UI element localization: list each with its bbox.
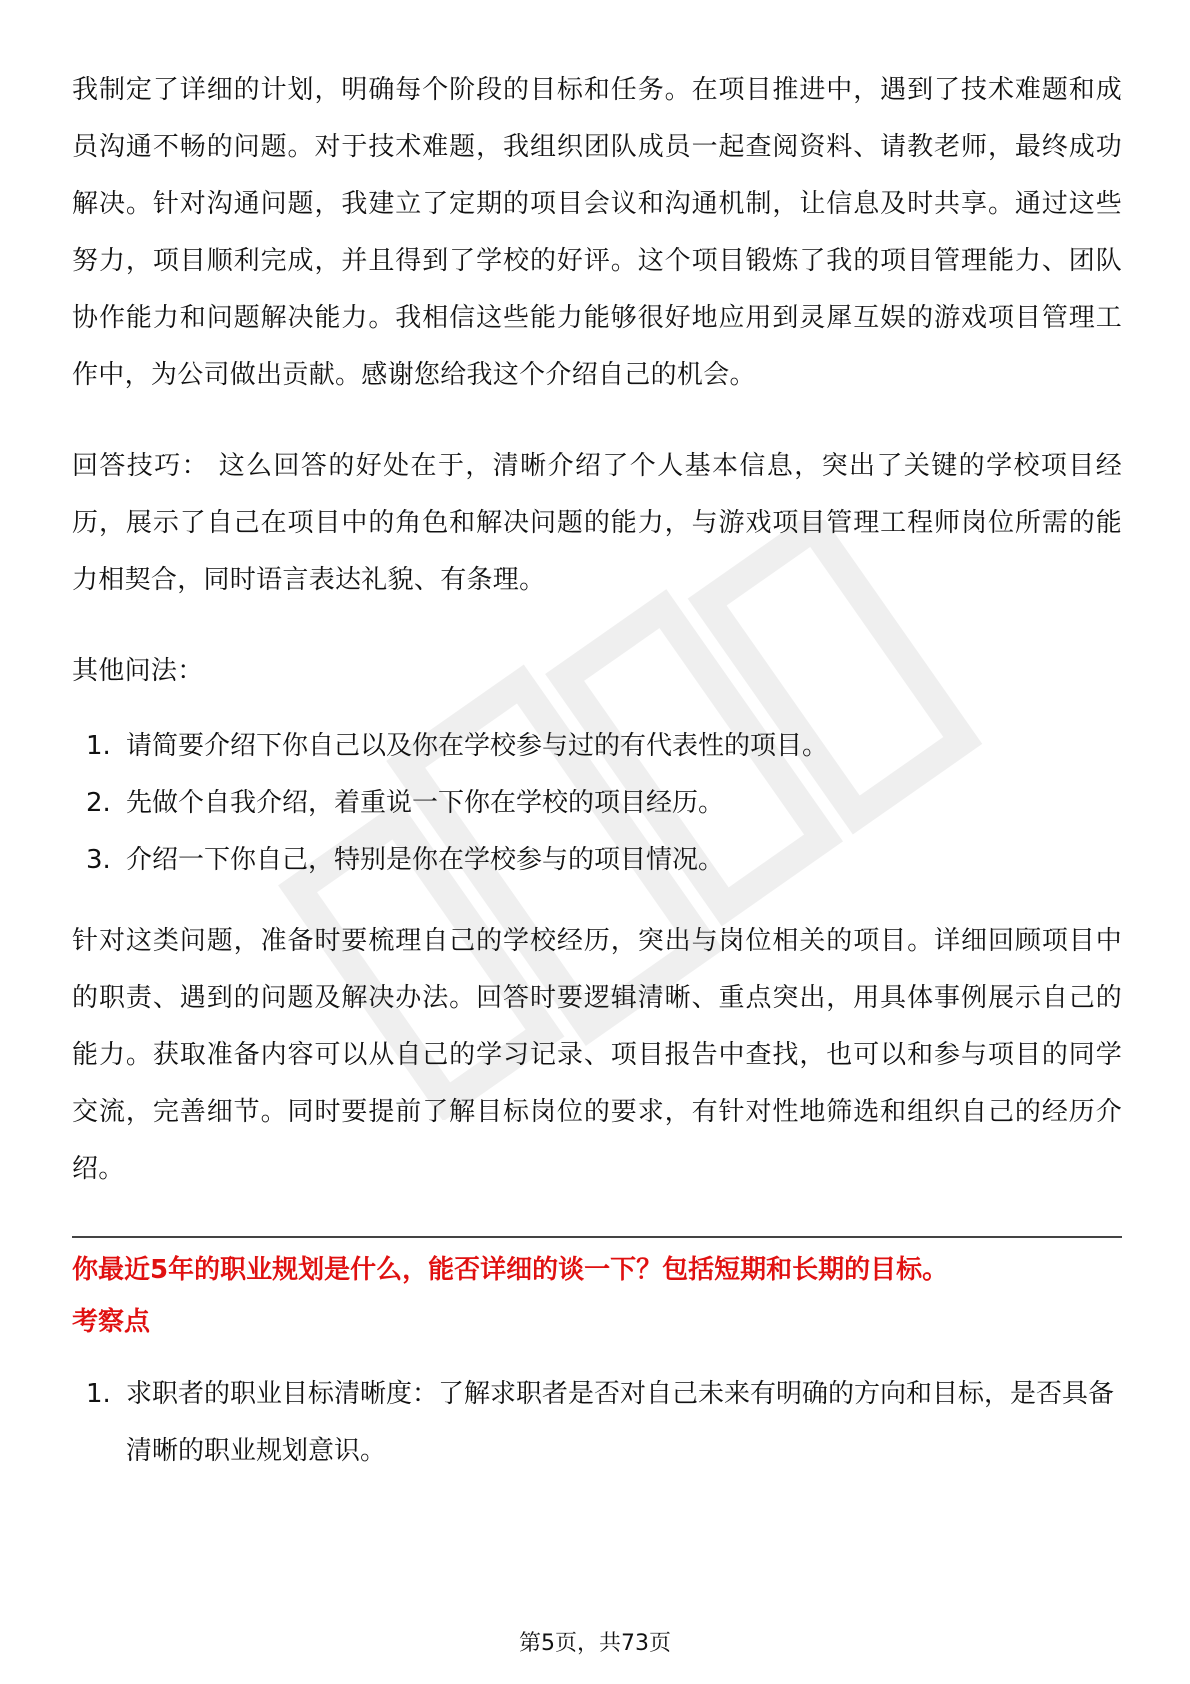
assessment-points-list [72,1366,1122,1480]
answer-tip-paragraph: 回答技巧： 这么回答的好处在于，清晰介绍了个人基本信息，突出了关键的学校项目经历，展示了自己在项目中的角色和解决问题的能力，与游戏项目管理工程师岗位所需的能力相契合，同时语言表达礼貌、有条理。 [72,451,1122,595]
interview-question-title: 你最近5年的职业规划是什么，能否详细的谈一下？包括短期和长期的目标。 [72,1255,949,1285]
page-content [72,62,1122,1480]
intro-paragraph: 我制定了详细的计划，明确每个阶段的目标和任务。在项目推进中，遇到了技术难题和成员沟通不畅的问题。对于技术难题，我组织团队成员一起查阅资料、请教老师，最终成功解决。针对沟通问题，我建立了定期的项目会议和沟通机制，让信息及时共享。通过这些努力，项目顺利完成，并且得到了学校的好评。这个项目锻炼了我的项目管理能力、团队协作能力和问题解决能力。我相信这些能力能够很好地应用到灵犀互娱的游戏项目管理工作中，为公司做出贡献。感谢您给我这个介绍自己的机会。 [72,75,1122,390]
list-item [72,1366,1122,1480]
list-item-number: 2. [86,788,111,818]
list-item [72,718,1122,775]
list-item-number: 1. [86,731,111,761]
list-item [72,832,1122,889]
list-item-number: 3. [86,845,111,875]
other-asks-label: 其他问法： [72,656,204,686]
list-item-number: 1. [86,1379,111,1409]
list-item [72,775,1122,832]
other-asks-list [72,718,1122,889]
list-item-text: 先做个自我介绍，着重说一下你在学校的项目经历。 [126,788,725,818]
page-number-footer: 第5页，共73页 [519,1631,671,1656]
list-item-text: 请简要介绍下你自己以及你在学校参与过的有代表性的项目。 [126,731,829,761]
advice-paragraph: 针对这类问题，准备时要梳理自己的学校经历，突出与岗位相关的项目。详细回顾项目中的职责、遇到的问题及解决办法。回答时要逻辑清晰、重点突出，用具体事例展示自己的能力。获取准备内容可以从自己的学习记录、项目报告中查找，也可以和参与项目的同学交流，完善细节。同时要提前了解目标岗位的要求，有针对性地筛选和组织自己的经历介绍。 [72,926,1122,1184]
assessment-points-heading: 考察点 [72,1307,151,1337]
list-item-text: 求职者的职业目标清晰度：了解求职者是否对自己未来有明确的方向和目标，是否具备清晰的职业规划意识。 [126,1379,1115,1466]
list-item-text: 介绍一下你自己，特别是你在学校参与的项目情况。 [126,845,725,875]
